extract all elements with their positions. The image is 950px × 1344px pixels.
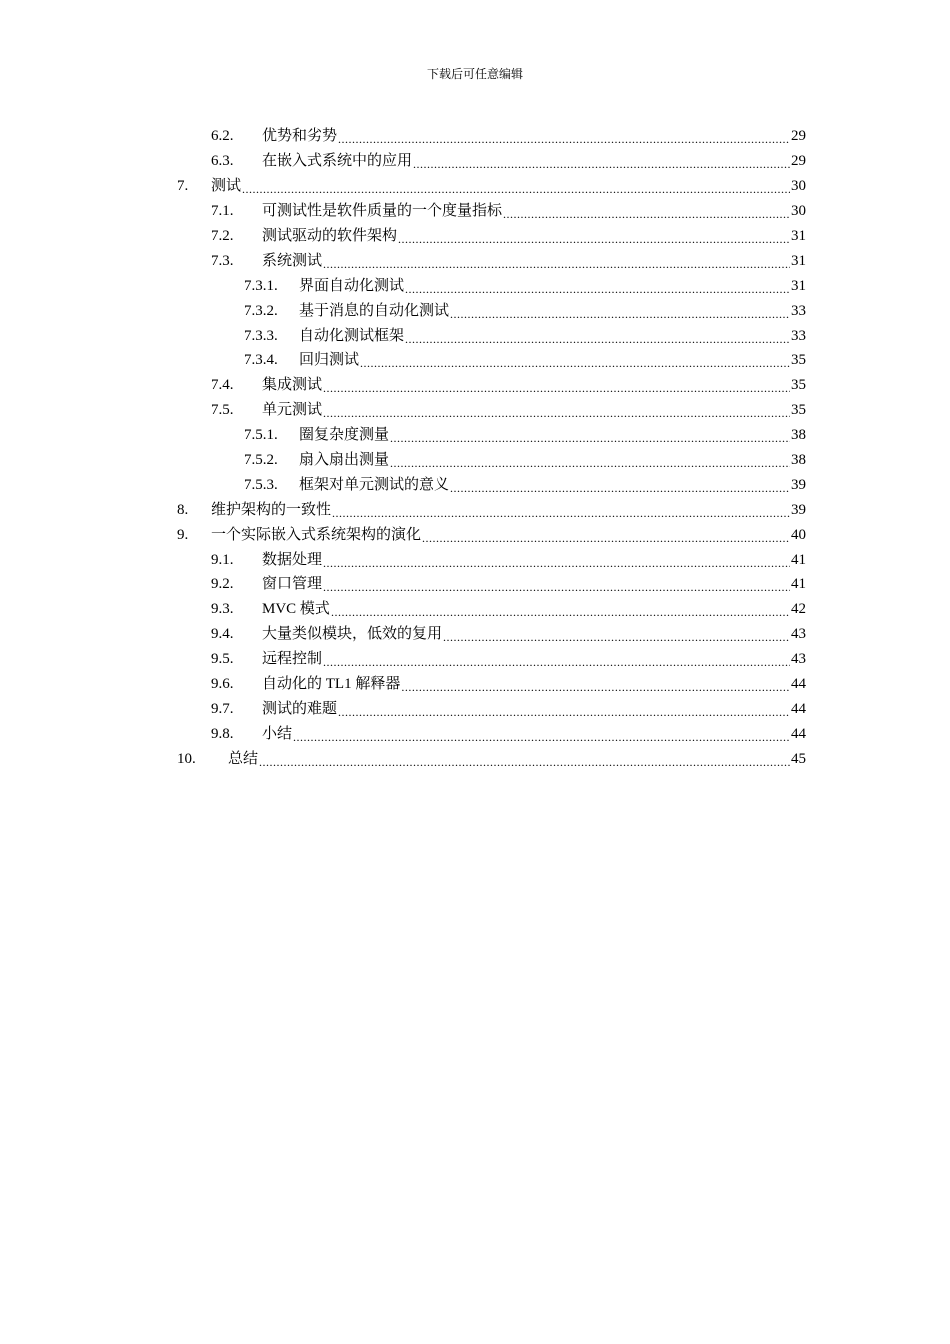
toc-entry-number: 7.3.2. <box>244 302 278 319</box>
toc-dot-leader <box>259 753 790 771</box>
toc-entry-number: 9.5. <box>211 651 234 668</box>
toc-dot-leader <box>338 130 790 148</box>
toc-entry-page-number: 44 <box>791 725 806 742</box>
toc-entry-title: 数据处理 <box>262 551 323 568</box>
toc-entry-page-number: 31 <box>791 228 806 244</box>
toc-entry-number: 9. <box>177 526 189 543</box>
toc-entry-page-number: 30 <box>791 178 806 195</box>
toc-entry-page-number: 35 <box>791 377 806 394</box>
toc-entry-title: 自动化的 TL1 解释器 <box>262 676 401 693</box>
toc-entry[interactable] <box>177 746 806 771</box>
toc-entry-number: 7.3.3. <box>244 327 278 344</box>
toc-entry[interactable] <box>177 572 806 597</box>
toc-dot-leader <box>405 330 790 348</box>
toc-entry-number: 7.4. <box>211 377 234 394</box>
toc-dot-leader <box>401 678 790 696</box>
toc-entry[interactable] <box>177 348 806 373</box>
toc-entry-title: 框架对单元测试的意义 <box>299 476 450 493</box>
toc-entry-page-number: 31 <box>791 252 806 269</box>
toc-entry-title: 测试 <box>211 178 242 195</box>
toc-entry[interactable] <box>177 647 806 672</box>
toc-entry[interactable] <box>177 497 806 522</box>
toc-entry-number: 9.3. <box>211 601 234 618</box>
toc-entry[interactable] <box>177 248 806 273</box>
toc-dot-leader <box>323 653 790 671</box>
toc-entry-number: 7.5. <box>211 402 234 419</box>
toc-entry-page-number: 42 <box>791 601 806 618</box>
toc-dot-leader <box>323 379 790 397</box>
toc-entry-page-number: 29 <box>791 128 806 145</box>
toc-entry-page-number: 41 <box>791 576 806 593</box>
toc-entry-title: 系统测试 <box>262 252 323 269</box>
toc-entry-title: 界面自动化测试 <box>299 277 405 294</box>
toc-entry-page-number: 35 <box>791 402 806 419</box>
toc-entry-title: 可测试性是软件质量的一个度量指标 <box>262 203 503 220</box>
toc-entry-page-number: 35 <box>791 352 806 369</box>
toc-entry-page-number: 41 <box>791 551 806 568</box>
toc-dot-leader <box>323 554 790 572</box>
toc-entry-number: 7.1. <box>211 203 234 220</box>
toc-entry-number: 10. <box>177 750 196 767</box>
toc-entry[interactable] <box>177 472 806 497</box>
page-header: 下载后可任意编辑 <box>426 67 523 81</box>
toc-entry-title: 维护架构的一致性 <box>211 501 332 518</box>
toc-entry-number: 9.1. <box>211 551 234 568</box>
toc-entry-title: 大量类似模块，低效的复用 <box>262 626 443 643</box>
toc-entry[interactable] <box>177 672 806 697</box>
toc-entry-title: 单元测试 <box>262 402 323 419</box>
toc-entry-page-number: 30 <box>791 203 806 220</box>
toc-dot-leader <box>390 429 790 447</box>
toc-entry[interactable] <box>177 696 806 721</box>
toc-entry[interactable] <box>177 149 806 174</box>
toc-entry-number: 7.3. <box>211 252 234 269</box>
toc-entry-number: 7.3.4. <box>244 352 278 369</box>
toc-dot-leader <box>323 578 790 596</box>
toc-entry-number: 9.4. <box>211 626 234 643</box>
toc-entry-page-number: 33 <box>791 302 806 319</box>
toc-entry-number: 9.2. <box>211 576 234 593</box>
toc-entry-title: 一个实际嵌入式系统架构的演化 <box>211 526 422 543</box>
toc-entry-page-number: 45 <box>791 750 806 767</box>
toc-entry-title: 扇入扇出测量 <box>299 452 390 469</box>
toc-entry[interactable] <box>177 124 806 149</box>
toc-entry[interactable] <box>177 522 806 547</box>
toc-dot-leader <box>443 628 790 646</box>
toc-dot-leader <box>323 404 790 422</box>
toc-entry-title: 在嵌入式系统中的应用 <box>262 153 413 170</box>
toc-dot-leader <box>422 529 790 547</box>
toc-entry[interactable] <box>177 224 806 249</box>
toc-entry-page-number: 29 <box>791 153 806 170</box>
toc-dot-leader <box>450 305 790 323</box>
toc-entry-number: 8. <box>177 501 189 518</box>
toc-entry-title: 回归测试 <box>299 352 360 369</box>
toc-entry-number: 7.3.1. <box>244 277 278 294</box>
toc-dot-leader <box>293 728 790 746</box>
toc-entry-title: 小结 <box>262 725 293 742</box>
toc-entry[interactable] <box>177 199 806 224</box>
toc-entry[interactable] <box>177 323 806 348</box>
toc-entry-page-number: 38 <box>791 452 806 469</box>
toc-entry-page-number: 38 <box>791 427 806 444</box>
toc-entry-title: 优势和劣势 <box>262 128 338 145</box>
toc-dot-leader <box>331 603 790 621</box>
toc-entry-title: 测试驱动的软件架构 <box>262 228 398 244</box>
toc-entry-title: 测试的难题 <box>262 700 338 717</box>
toc-dot-leader <box>405 280 790 298</box>
toc-entry-title: 远程控制 <box>262 651 323 668</box>
toc-entry[interactable] <box>177 547 806 572</box>
toc-dot-leader <box>338 703 790 721</box>
toc-entry-number: 6.2. <box>211 128 234 145</box>
toc-dot-leader <box>242 180 790 198</box>
toc-entry-number: 7.5.3. <box>244 476 278 493</box>
toc-entry-number: 7.5.1. <box>244 427 278 444</box>
toc-entry-title: 基于消息的自动化测试 <box>299 302 450 319</box>
toc-entry-number: 7. <box>177 178 189 195</box>
toc-entry-page-number: 44 <box>791 676 806 693</box>
toc-entry-page-number: 43 <box>791 626 806 643</box>
toc-dot-leader <box>398 230 790 248</box>
toc-dot-leader <box>323 255 790 273</box>
toc-entry[interactable] <box>177 721 806 746</box>
toc-entry-title: 自动化测试框架 <box>299 327 405 344</box>
toc-entry[interactable] <box>177 398 806 423</box>
toc-entry-page-number: 40 <box>791 526 806 543</box>
toc-entry-page-number: 39 <box>791 501 806 518</box>
toc-entry[interactable] <box>177 448 806 473</box>
toc-entry-title: 总结 <box>228 750 259 767</box>
toc-entry-page-number: 44 <box>791 700 806 717</box>
toc-entry[interactable] <box>177 622 806 647</box>
toc-entry-title: 窗口管理 <box>262 576 323 593</box>
toc-entry[interactable] <box>177 373 806 398</box>
toc-dot-leader <box>413 155 790 173</box>
toc-entry-number: 7.2. <box>211 228 234 244</box>
toc-entry-title: MVC 模式 <box>262 601 330 618</box>
toc-entry-number: 7.5.2. <box>244 452 278 469</box>
toc-entry-title: 圈复杂度测量 <box>299 427 390 444</box>
toc-entry-page-number: 33 <box>791 327 806 344</box>
toc-dot-leader <box>332 504 790 522</box>
toc-entry-page-number: 39 <box>791 476 806 493</box>
toc-entry[interactable] <box>177 423 806 448</box>
toc-dot-leader <box>503 205 790 223</box>
toc-entry-number: 6.3. <box>211 153 234 170</box>
toc-entry-number: 9.7. <box>211 700 234 717</box>
toc-entry-number: 9.8. <box>211 725 234 742</box>
toc-entry-number: 9.6. <box>211 676 234 693</box>
table-of-contents <box>177 124 806 771</box>
toc-entry-page-number: 43 <box>791 651 806 668</box>
toc-entry[interactable] <box>177 273 806 298</box>
toc-dot-leader <box>390 454 790 472</box>
toc-entry-title: 集成测试 <box>262 377 323 394</box>
toc-entry[interactable] <box>177 298 806 323</box>
toc-dot-leader <box>360 354 790 372</box>
toc-entry[interactable] <box>177 597 806 622</box>
toc-entry[interactable] <box>177 174 806 199</box>
toc-entry-page-number: 31 <box>791 277 806 294</box>
toc-dot-leader <box>450 479 790 497</box>
